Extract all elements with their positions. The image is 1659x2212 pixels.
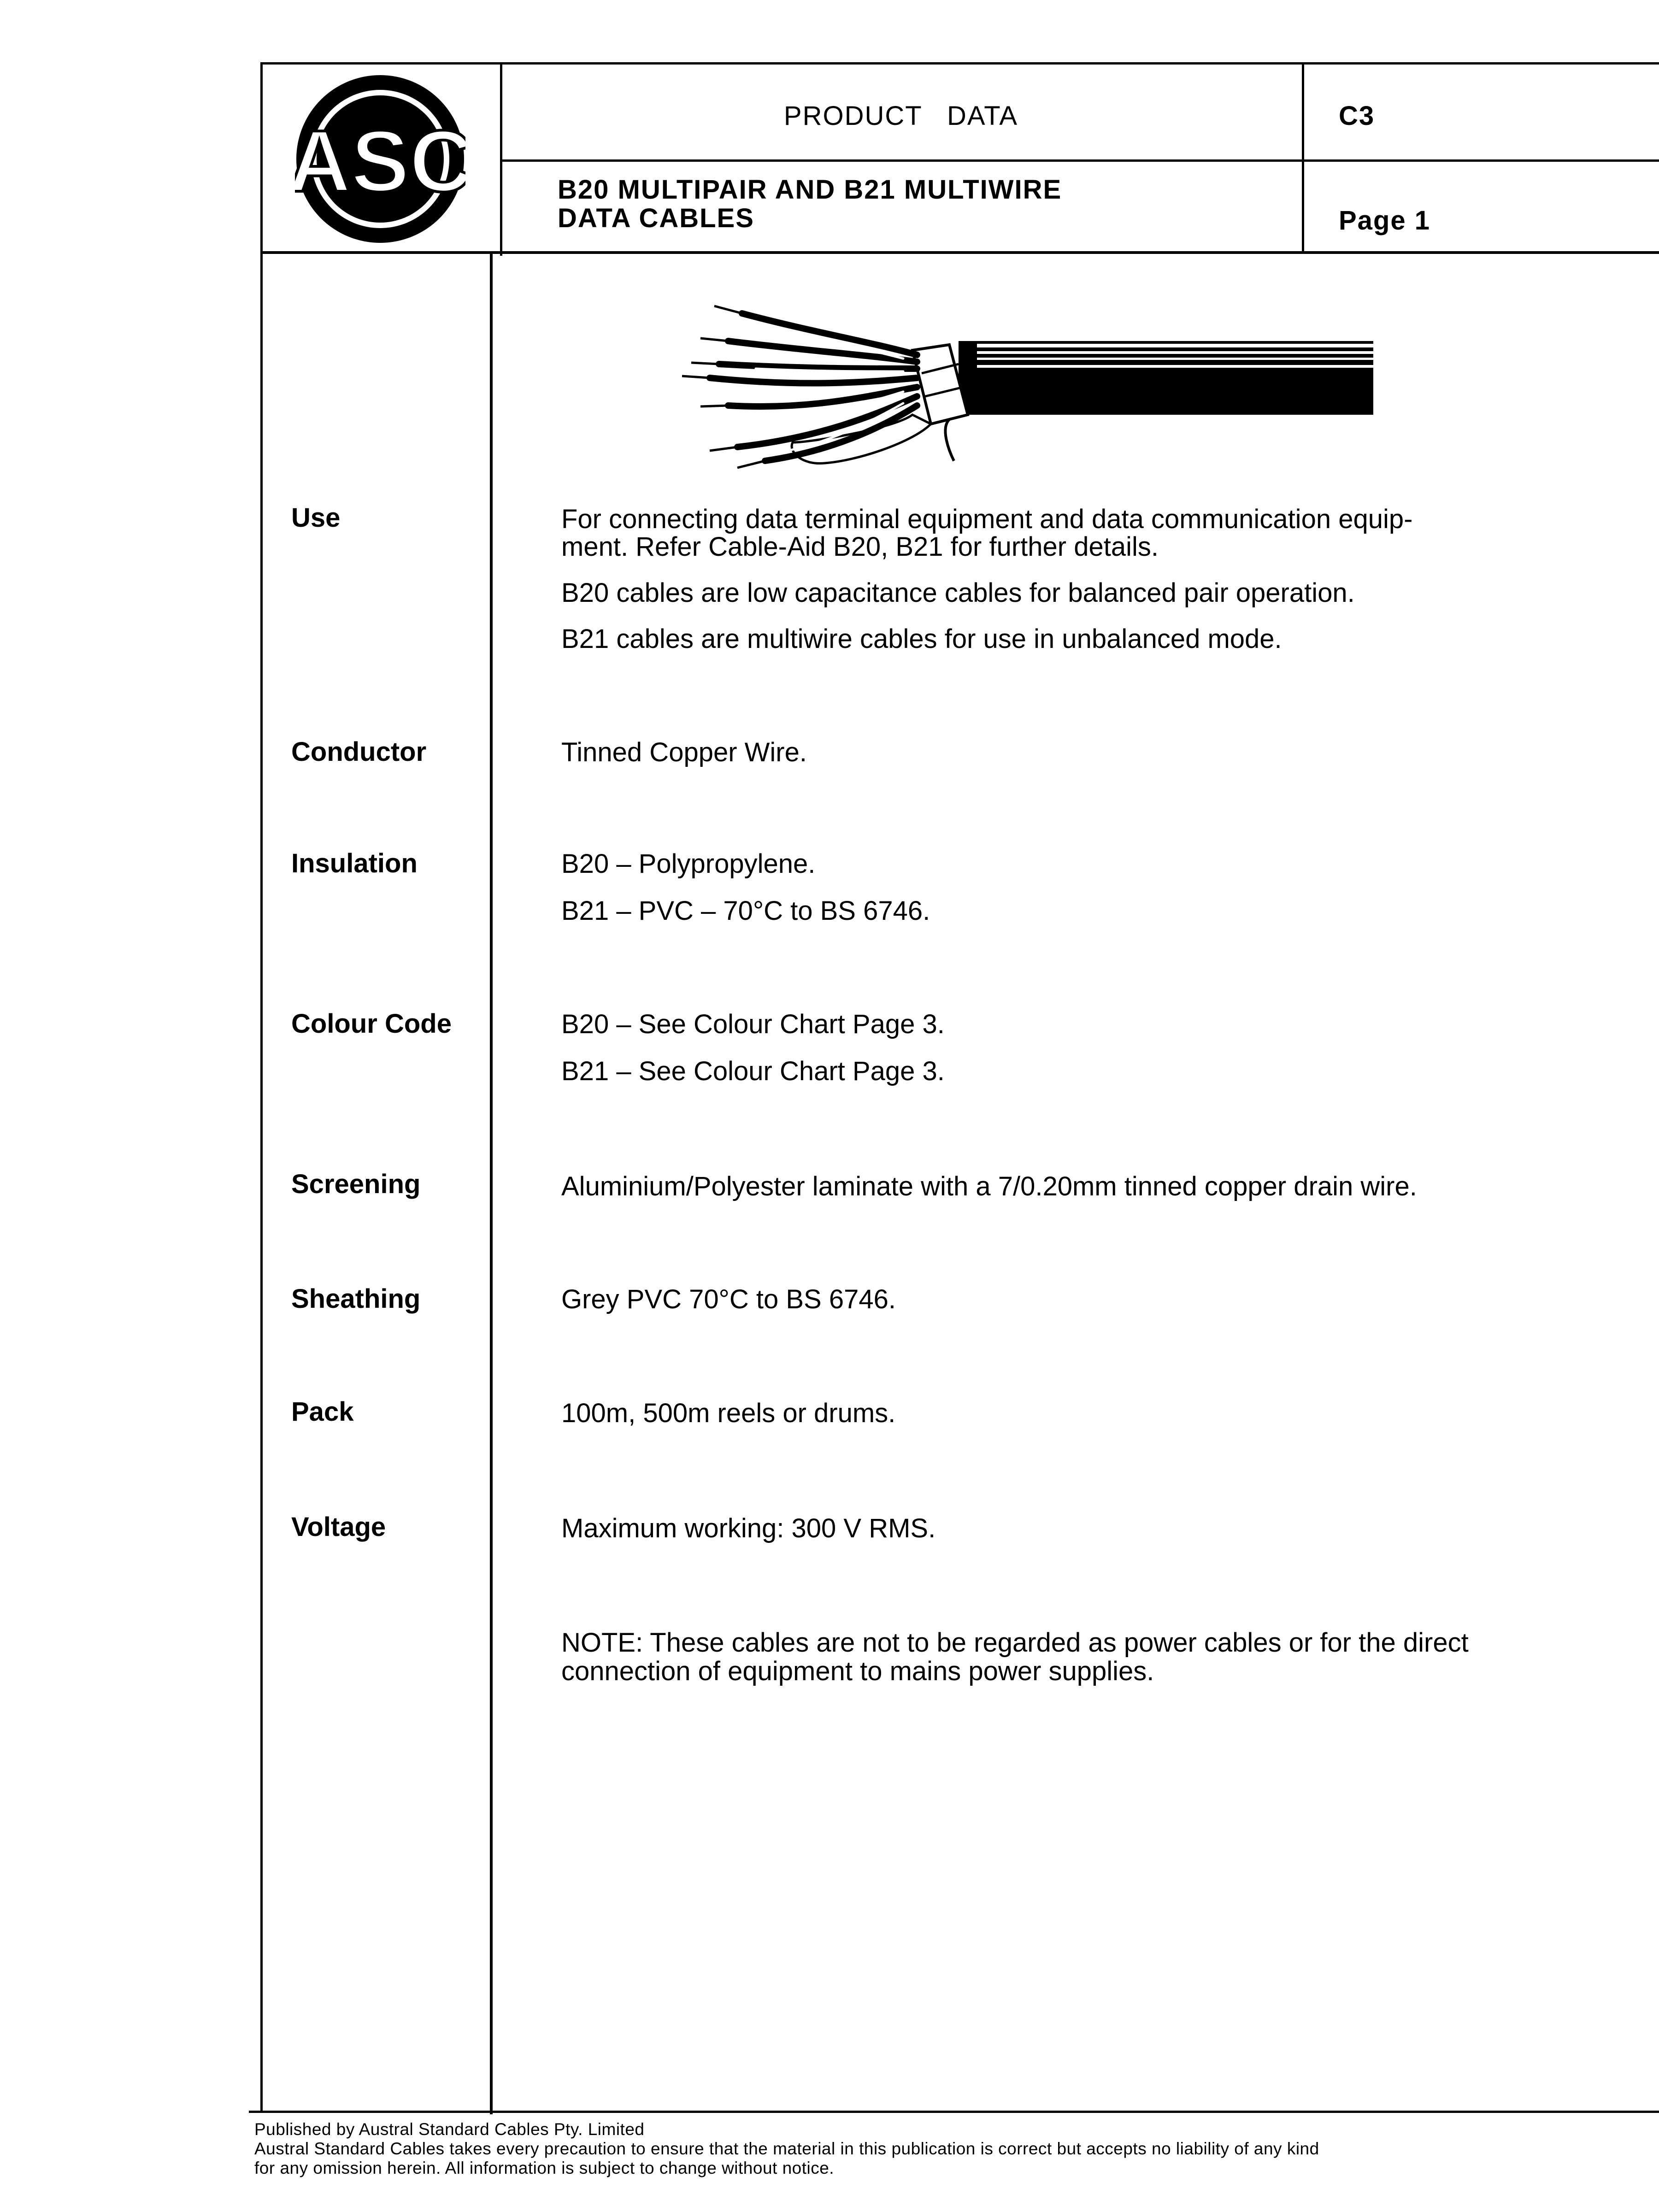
colour-code-line2: B21 – See Colour Chart Page 3. [561, 1056, 945, 1086]
svg-text:ASC: ASC [295, 112, 465, 210]
header-divider-vertical-1 [500, 62, 502, 256]
footer-disclaimer-line1: Austral Standard Cables takes every precaution to ensure that the material in this publication is correct but accepts no liability of any kind [254, 2139, 1319, 2158]
footer-disclaimer-line2: for any omission herein. All information is subject to change without notice. [254, 2159, 835, 2177]
insulation-line2: B21 – PVC – 70°C to BS 6746. [561, 896, 930, 926]
voltage-value: Maximum working: 300 V RMS. [561, 1513, 936, 1543]
use-text-line1: For connecting data terminal equipment and data communication equip- [561, 504, 1413, 534]
use-label: Use [291, 503, 341, 533]
voltage-label: Voltage [291, 1512, 386, 1542]
pack-label: Pack [291, 1397, 354, 1427]
asc-logo-graphic [295, 74, 465, 244]
cable-illustration [673, 304, 1382, 475]
cable-drawing [673, 304, 1382, 475]
use-text-line4: B21 cables are multiwire cables for use in unbalanced mode. [561, 624, 1282, 654]
colour-code-line1: B20 – See Colour Chart Page 3. [561, 1009, 945, 1039]
asc-logo [295, 74, 465, 244]
label-column-divider [490, 253, 493, 2114]
colour-code-label: Colour Code [291, 1009, 452, 1039]
header-row-divider [500, 159, 1659, 162]
sheathing-label: Sheathing [291, 1284, 421, 1314]
pack-value: 100m, 500m reels or drums. [561, 1398, 896, 1428]
document-title-line2: DATA CABLES [558, 203, 754, 233]
frame-left-line [260, 62, 263, 2113]
note-line1: NOTE: These cables are not to be regarded as power cables or for the direct [561, 1628, 1469, 1658]
footer-top-line [249, 2111, 1659, 2113]
use-text-line2: ment. Refer Cable-Aid B20, B21 for further details. [561, 532, 1159, 562]
page-number: Page 1 [1339, 206, 1430, 235]
document-code: C3 [1339, 101, 1375, 131]
screening-label: Screening [291, 1169, 421, 1199]
insulation-line1: B20 – Polypropylene. [561, 849, 816, 879]
header-divider-vertical-2 [1302, 62, 1304, 253]
conductor-label: Conductor [291, 737, 427, 767]
frame-top-line [260, 62, 1659, 65]
use-text-line3: B20 cables are low capacitance cables for balanced pair operation. [561, 578, 1355, 608]
screening-value: Aluminium/Polyester laminate with a 7/0.20mm tinned copper drain wire. [561, 1171, 1417, 1201]
product-data-heading: PRODUCT DATA [783, 101, 1018, 131]
footer-publisher: Published by Austral Standard Cables Pty. Limited [254, 2120, 645, 2139]
document-title-line1: B20 MULTIPAIR AND B21 MULTIWIRE [558, 175, 1062, 205]
sheathing-value: Grey PVC 70°C to BS 6746. [561, 1284, 896, 1314]
conductor-value: Tinned Copper Wire. [561, 737, 807, 767]
note-line2: connection of equipment to mains power supplies. [561, 1656, 1154, 1686]
header-bottom-line [260, 251, 1659, 254]
insulation-label: Insulation [291, 848, 418, 878]
